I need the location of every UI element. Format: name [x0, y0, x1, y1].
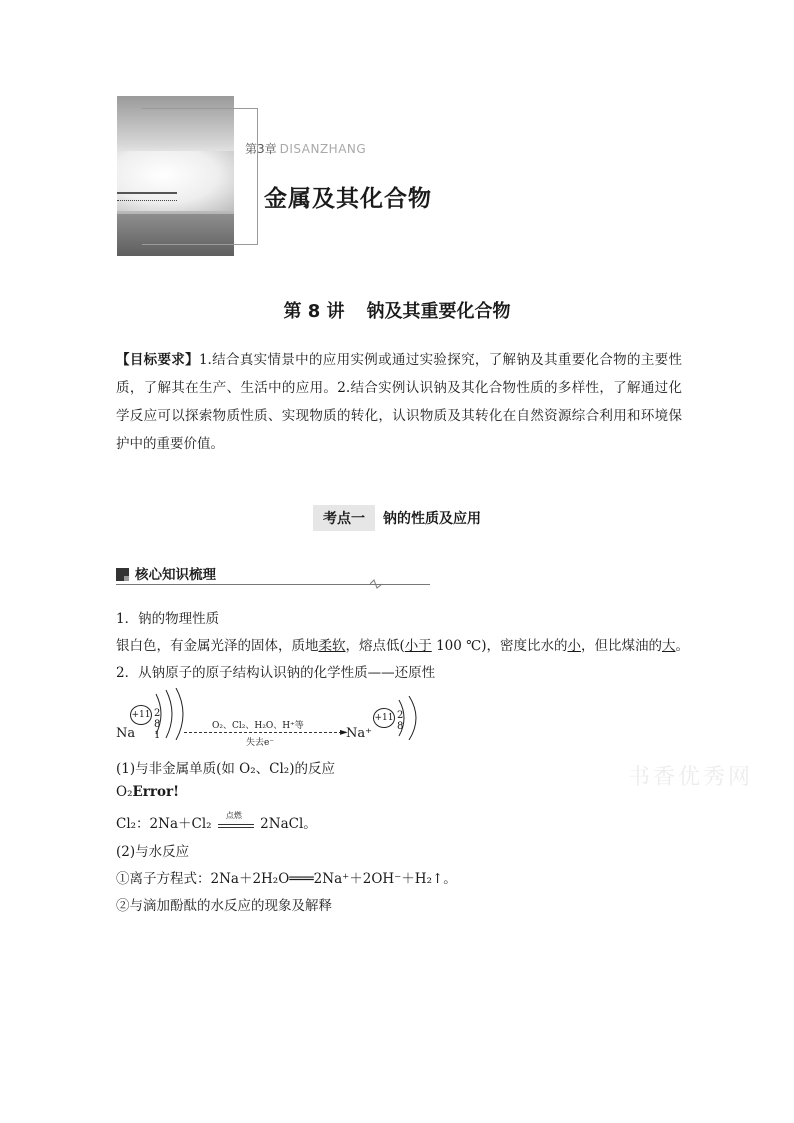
- item1-text: [116, 634, 689, 654]
- cl2-product: 2NaCl。: [260, 816, 317, 832]
- o2-prefix: O₂: [116, 784, 133, 800]
- sub1-title: (1)与非金属单质(如 O₂、Cl₂)的反应: [116, 761, 335, 777]
- reaction-arrow: [184, 716, 354, 746]
- lecture-title: [0, 297, 794, 323]
- item2-title: 2．从钠原子的原子结构认识钠的化学性质——还原性: [116, 665, 436, 681]
- cl2-condition: 点燃: [225, 810, 242, 820]
- item1-underline-large: 大: [662, 638, 676, 654]
- arrow-right-icon: ►: [340, 727, 348, 738]
- section-title: 钠的性质及应用: [383, 511, 481, 527]
- heading-underline: [116, 584, 430, 585]
- chapter-number: 第3章: [245, 142, 277, 156]
- na-ion-label: Na⁺: [346, 726, 372, 741]
- na-shell-numbers: 2 8 1: [154, 708, 161, 741]
- objective-text: 1.结合真实情景中的应用实例或通过实验探究，了解钠及其重要化合物的主要性质，了解其在生产、生活中的应用。2.结合实例认识钠及其化合物性质的多样性，了解通过化学反应可以探索物质性质、实现物质的转化，认识物质及其转化在自然资源综合利用和环境保护中的重要价值。: [116, 352, 682, 452]
- na-atom-label: Na: [116, 726, 136, 741]
- item1-seg3: 100 ℃)，密度比水的: [431, 638, 568, 654]
- cl2-reactants: Cl₂：2Na＋Cl₂: [116, 816, 212, 832]
- watermark: 书香优秀网: [628, 765, 754, 790]
- lecture-name: 钠及其重要化合物: [366, 301, 511, 322]
- cl2-line: [116, 812, 317, 832]
- item1-underline-soft: 柔软: [318, 638, 346, 654]
- chapter-title: 金属及其化合物: [264, 186, 432, 212]
- item1-seg5: 。: [675, 638, 689, 654]
- objective-tag: 【目标要求】: [116, 352, 199, 368]
- item1-seg2: ，熔点低(: [345, 638, 405, 654]
- arrow-reactants: O₂、Cl₂、H₂O、H⁺等: [212, 721, 304, 731]
- section-heading: [0, 505, 794, 531]
- sub2-title: (2)与水反应: [116, 844, 190, 860]
- equals-bar: [218, 824, 254, 828]
- item1-underline-lessthan: 小于: [404, 638, 432, 654]
- chapter-frame: [142, 108, 258, 245]
- o2-error-text: Error!: [132, 784, 180, 800]
- chapter-number-label: [245, 140, 366, 157]
- ion-nucleus: +11: [373, 708, 395, 728]
- item1-underline-small: 小: [567, 638, 581, 654]
- o2-line: [116, 784, 179, 800]
- arrow-dashed-line: [184, 732, 342, 733]
- phenomenon-line: ②与滴加酚酞的水反应的现象及解释: [116, 898, 332, 914]
- knowledge-heading: [116, 563, 216, 583]
- item1-seg1: 银白色，有金属光泽的固体，质地: [116, 638, 319, 654]
- ion-shell-numbers: 2 8: [397, 710, 404, 732]
- objective-paragraph: [116, 346, 682, 458]
- square-marker-icon: [116, 568, 129, 581]
- zigzag-notch-icon: [370, 579, 382, 589]
- section-number: 考点一: [313, 505, 375, 531]
- cl2-condition-arrow: [216, 810, 256, 832]
- item1-seg4: ，但比煤油的: [581, 638, 662, 654]
- lecture-number: 第 8 讲: [283, 301, 345, 322]
- na-nucleus: +11: [130, 705, 152, 725]
- ionic-equation: ①离子方程式：2Na＋2H₂O═══2Na⁺＋2OH⁻＋H₂↑。: [116, 871, 457, 887]
- arrow-lose-electron: 失去e⁻: [246, 738, 275, 748]
- chapter-english-label: DISANZHANG: [279, 142, 367, 156]
- item1-title: 1．钠的物理性质: [116, 611, 220, 627]
- knowledge-heading-text: 核心知识梳理: [135, 567, 216, 583]
